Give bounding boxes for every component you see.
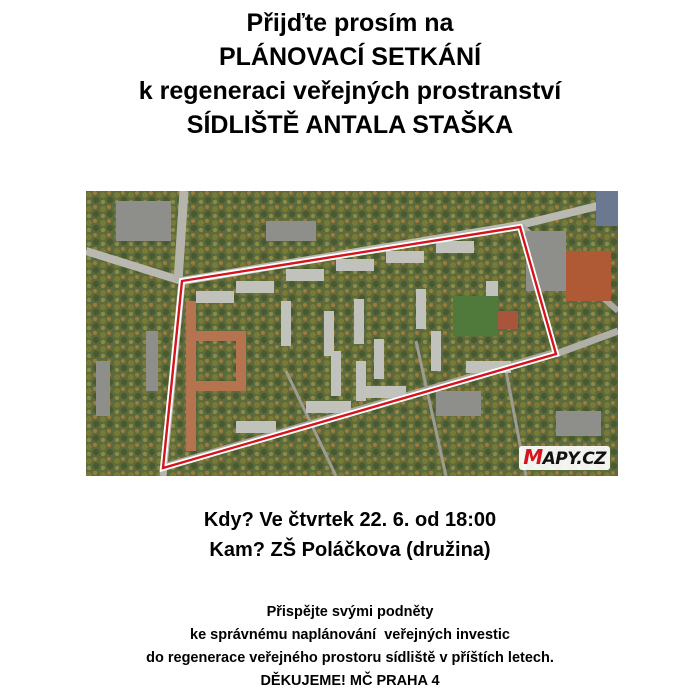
mapy-cz-logo [519, 446, 610, 470]
map-imagery [86, 191, 618, 476]
logo-letter-m: M [523, 445, 543, 469]
footer-line-3: do regenerace veřejného prostoru sídliště v příštích letech. [146, 650, 554, 666]
heading-location-name: SÍDLIŠTĚ ANTALA STAŠKA [186, 111, 514, 139]
event-details [0, 505, 700, 565]
event-where: Kam? ZŠ Poláčkova (družina) [209, 539, 491, 561]
logo-text: APY.CZ [542, 449, 606, 469]
footer-line-2: ke správnému naplánování veřejných investic [190, 627, 510, 643]
heading-invitation: Přijďte prosím na [246, 9, 454, 37]
footer-line-1: Přispějte svými podněty [266, 604, 434, 620]
heading-event-title: PLÁNOVACÍ SETKÁNÍ [218, 43, 482, 71]
aerial-map [86, 191, 618, 476]
poster-footer [0, 601, 700, 693]
heading-subject: k regeneraci veřejných prostranství [138, 77, 562, 105]
footer-signature: DĚKUJEME! MČ PRAHA 4 [260, 673, 440, 689]
event-when: Kdy? Ve čtvrtek 22. 6. od 18:00 [203, 509, 497, 531]
poster-heading [0, 6, 700, 142]
